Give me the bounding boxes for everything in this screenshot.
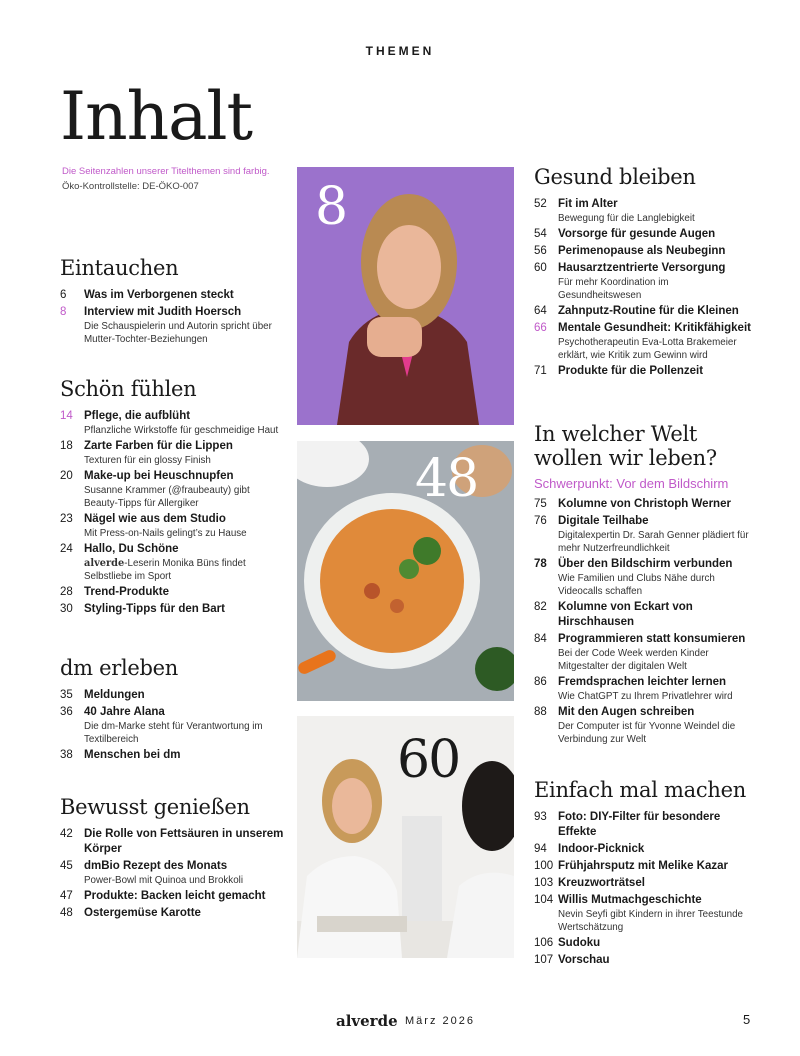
page-number: 18 xyxy=(60,440,73,453)
entry-title: Zarte Farben für die Lippen xyxy=(84,440,233,453)
entry-title: Zahnputz-Routine für die Kleinen xyxy=(558,305,739,318)
page-number: 56 xyxy=(534,245,547,258)
entry-title: Vorsorge für gesunde Augen xyxy=(558,228,716,241)
toc-entry[interactable] xyxy=(534,321,754,362)
entry-title: Pflege, die aufblüht xyxy=(84,410,191,423)
page-number: 82 xyxy=(534,601,547,614)
entry-title: Was im Verborgenen steckt xyxy=(84,289,234,302)
toc-entry[interactable] xyxy=(534,600,754,630)
section-heading: Einfach mal machen xyxy=(534,778,746,802)
section-heading: Bewusst genießen xyxy=(60,795,250,819)
toc-entry[interactable] xyxy=(60,859,285,887)
entry-description: Wie Familien und Clubs Nähe durch Videocalls schaffen xyxy=(558,573,715,598)
footer-brand-logo: alverde xyxy=(336,1012,398,1030)
section-dm xyxy=(60,656,285,765)
toc-entry[interactable] xyxy=(534,261,754,302)
entry-description: Digitalexpertin Dr. Sarah Genner plädiert für mehr Nutzerfreundlichkeit xyxy=(558,530,749,555)
entry-title: 40 Jahre Alana xyxy=(84,706,165,719)
photo-page-number: 8 xyxy=(315,177,347,237)
page-number: 38 xyxy=(60,749,73,762)
entry-title: Produkte: Backen leicht gemacht xyxy=(84,890,266,903)
eco-control-note: Öko-Kontrollstelle: DE-ÖKO-007 xyxy=(62,181,199,192)
page-number: 47 xyxy=(60,890,73,903)
toc-entry[interactable] xyxy=(534,557,754,598)
entry-description xyxy=(84,557,285,583)
entry-title: Fit im Alter xyxy=(558,198,618,211)
page-number: 94 xyxy=(534,843,547,856)
page-number: 23 xyxy=(60,513,73,526)
entry-title: Nägel wie aus dem Studio xyxy=(84,513,226,526)
page-number: 76 xyxy=(534,515,547,528)
entry-description: Für mehr Koordination im Gesundheitswesen xyxy=(558,277,669,302)
photo-soup-bowl[interactable] xyxy=(297,441,514,701)
entry-title: Indoor-Picknick xyxy=(558,843,645,856)
entry-title: Perimenopause als Neubeginn xyxy=(558,245,726,258)
page-number: 54 xyxy=(534,228,547,241)
entry-title: dmBio Rezept des Monats xyxy=(84,860,228,873)
toc-entry[interactable] xyxy=(534,842,754,857)
toc-entry[interactable] xyxy=(534,936,754,951)
section-heading: Schön fühlen xyxy=(60,377,197,401)
colored-pages-note: Die Seitenzahlen unserer Titelthemen sind farbig. xyxy=(62,166,270,177)
section-eintauchen xyxy=(60,256,285,348)
section-schoen xyxy=(60,377,285,619)
section-gesund xyxy=(534,165,754,381)
entry-description: Die Schauspielerin und Autorin spricht über Mutter-Tochter-Beziehungen xyxy=(84,321,272,346)
entry-title: Make-up bei Heuschnupfen xyxy=(84,470,234,483)
section-heading: In welcher Welt wollen wir leben? xyxy=(534,422,717,471)
entry-title: Ostergemüse Karotte xyxy=(84,907,201,920)
page-number: 64 xyxy=(534,305,547,318)
toc-entry[interactable] xyxy=(534,675,754,703)
toc-entry[interactable] xyxy=(60,439,285,467)
soup-illustration xyxy=(297,441,514,701)
page-number: 100 xyxy=(534,860,554,873)
toc-entry[interactable] xyxy=(60,602,285,617)
toc-entry[interactable] xyxy=(534,497,754,512)
entry-title: Mentale Gesundheit: Kritikfähigkeit xyxy=(558,322,751,335)
entry-title: Programmieren statt konsumieren xyxy=(558,633,746,646)
page-number: 52 xyxy=(534,198,547,211)
entry-description: Bei der Code Week werden Kinder Mitgestalter der digitalen Welt xyxy=(558,648,709,673)
page-number-highlighted: 14 xyxy=(60,410,73,423)
entry-title: Über den Bildschirm verbunden xyxy=(558,558,733,571)
page-number: 45 xyxy=(60,860,73,873)
toc-entry[interactable] xyxy=(60,827,285,857)
entry-title: Willis Mutmachgeschichte xyxy=(558,894,702,907)
entry-title: Menschen bei dm xyxy=(84,749,181,762)
entry-title: Digitale Teilhabe xyxy=(558,515,649,528)
toc-entry[interactable] xyxy=(60,889,285,904)
toc-entry[interactable] xyxy=(534,876,754,891)
section-label: THEMEN xyxy=(365,44,435,58)
page-number: 24 xyxy=(60,543,73,556)
entry-description: Die dm-Marke steht für Verantwortung im Textilbereich xyxy=(84,721,263,746)
page-number-highlighted: 8 xyxy=(60,306,67,319)
alverde-brand-inline: alverde xyxy=(84,558,125,570)
page-number: 106 xyxy=(534,937,554,950)
photo-page-number: 48 xyxy=(415,449,478,509)
toc-entry[interactable] xyxy=(60,585,285,600)
entry-title: Vorschau xyxy=(558,954,610,967)
toc-entry[interactable] xyxy=(60,409,285,437)
entry-title: Interview mit Judith Hoersch xyxy=(84,306,242,319)
entry-description: Der Computer ist für Yvonne Weindel die Verbindung zur Welt xyxy=(558,721,736,746)
page-number: 28 xyxy=(60,586,73,599)
entry-description: Pflanzliche Wirkstoffe für geschmeidige Haut xyxy=(84,425,279,437)
page-number: 107 xyxy=(534,954,554,967)
entry-title: Meldungen xyxy=(84,689,145,702)
toc-entry[interactable] xyxy=(534,953,754,968)
toc-entry[interactable] xyxy=(534,197,754,225)
toc-entry[interactable] xyxy=(534,893,754,934)
page-number-highlighted: 66 xyxy=(534,322,547,335)
entry-title: Styling-Tipps für den Bart xyxy=(84,603,225,616)
section-heading: dm erleben xyxy=(60,656,179,680)
toc-entry[interactable] xyxy=(534,364,754,379)
entry-title: Produkte für die Pollenzeit xyxy=(558,365,704,378)
page-number: 71 xyxy=(534,365,547,378)
page-number: 42 xyxy=(60,828,73,841)
toc-entry[interactable] xyxy=(60,469,285,510)
toc-entry[interactable] xyxy=(60,748,285,763)
toc-entry[interactable] xyxy=(534,227,754,242)
toc-entry[interactable] xyxy=(534,514,754,555)
entry-title: Mit den Augen schreiben xyxy=(558,706,695,719)
page-number: 20 xyxy=(60,470,73,483)
toc-entry[interactable] xyxy=(534,632,754,673)
toc-entry[interactable] xyxy=(60,288,285,303)
page-number: 103 xyxy=(534,877,554,890)
entry-description: Mit Press-on-Nails gelingt’s zu Hause xyxy=(84,528,247,540)
section-welt xyxy=(534,422,754,748)
toc-entry[interactable] xyxy=(534,810,754,840)
entry-description: Nevin Seyfi gibt Kindern in ihrer Teestunde Wertschätzung xyxy=(558,909,743,934)
entry-title: Sudoku xyxy=(558,937,601,950)
section-heading: Eintauchen xyxy=(60,256,179,280)
page-number: 78 xyxy=(534,558,547,571)
page-number: 75 xyxy=(534,498,547,511)
page-number-footer: 5 xyxy=(743,1012,751,1027)
page-number: 6 xyxy=(60,289,67,302)
entry-description: Texturen für ein glossy Finish xyxy=(84,455,211,467)
page-number: 86 xyxy=(534,676,547,689)
toc-entry[interactable] xyxy=(60,906,285,921)
entry-title: Hallo, Du Schöne xyxy=(84,543,179,556)
focus-topic: Schwerpunkt: Vor dem Bildschirm xyxy=(534,476,729,492)
toc-entry[interactable] xyxy=(534,859,754,874)
entry-description: Power-Bowl mit Quinoa und Brokkoli xyxy=(84,875,243,887)
toc-entry[interactable] xyxy=(60,542,285,583)
page-number: 35 xyxy=(60,689,73,702)
entry-title: Kolumne von Eckart von Hirschhausen xyxy=(558,601,693,629)
entry-title: Kolumne von Christoph Werner xyxy=(558,498,731,511)
photo-doctor-consultation[interactable] xyxy=(297,716,514,958)
entry-description: Wie ChatGPT zu Ihrem Privatlehrer wird xyxy=(558,691,733,703)
entry-title: Fremdsprachen leichter lernen xyxy=(558,676,727,689)
entry-description: Bewegung für die Langlebigkeit xyxy=(558,213,695,225)
footer-issue-date: März 2026 xyxy=(405,1015,475,1027)
toc-entry[interactable] xyxy=(534,244,754,259)
entry-title: Hausarztzentrierte Versorgung xyxy=(558,262,726,275)
entry-title: Die Rolle von Fettsäuren in unserem Körper xyxy=(84,828,284,856)
photo-interview-portrait[interactable] xyxy=(297,167,514,425)
page-title: Inhalt xyxy=(60,78,253,155)
entry-title: Kreuzworträtsel xyxy=(558,877,645,890)
photo-page-number: 60 xyxy=(397,730,460,790)
page-number: 30 xyxy=(60,603,73,616)
toc-entry[interactable] xyxy=(534,304,754,319)
page-number: 93 xyxy=(534,811,547,824)
entry-title: Foto: DIY-Filter für besondere Effekte xyxy=(558,811,721,839)
page-number: 104 xyxy=(534,894,554,907)
page-number: 88 xyxy=(534,706,547,719)
entry-description: Susanne Krammer (@fraubeauty) gibt Beauty-Tipps für Allergiker xyxy=(84,485,250,510)
page-number: 84 xyxy=(534,633,547,646)
page-number: 36 xyxy=(60,706,73,719)
entry-description-text: -Leserin Monika Büns findet Selbstliebe im Sport xyxy=(84,558,246,583)
section-bewusst xyxy=(60,795,285,923)
section-einfach xyxy=(534,778,754,970)
toc-entry[interactable] xyxy=(60,705,285,746)
section-heading: Gesund bleiben xyxy=(534,165,696,189)
entry-title: Trend-Produkte xyxy=(84,586,169,599)
entry-description: Psychotherapeutin Eva-Lotta Brakemeier erklärt, wie Kritik zum Gewinn wird xyxy=(558,337,737,362)
toc-entry[interactable] xyxy=(60,305,285,346)
entry-title: Frühjahrsputz mit Melike Kazar xyxy=(558,860,728,873)
page-number: 60 xyxy=(534,262,547,275)
page-number: 48 xyxy=(60,907,73,920)
toc-entry[interactable] xyxy=(60,512,285,540)
toc-entry[interactable] xyxy=(60,688,285,703)
toc-entry[interactable] xyxy=(534,705,754,746)
